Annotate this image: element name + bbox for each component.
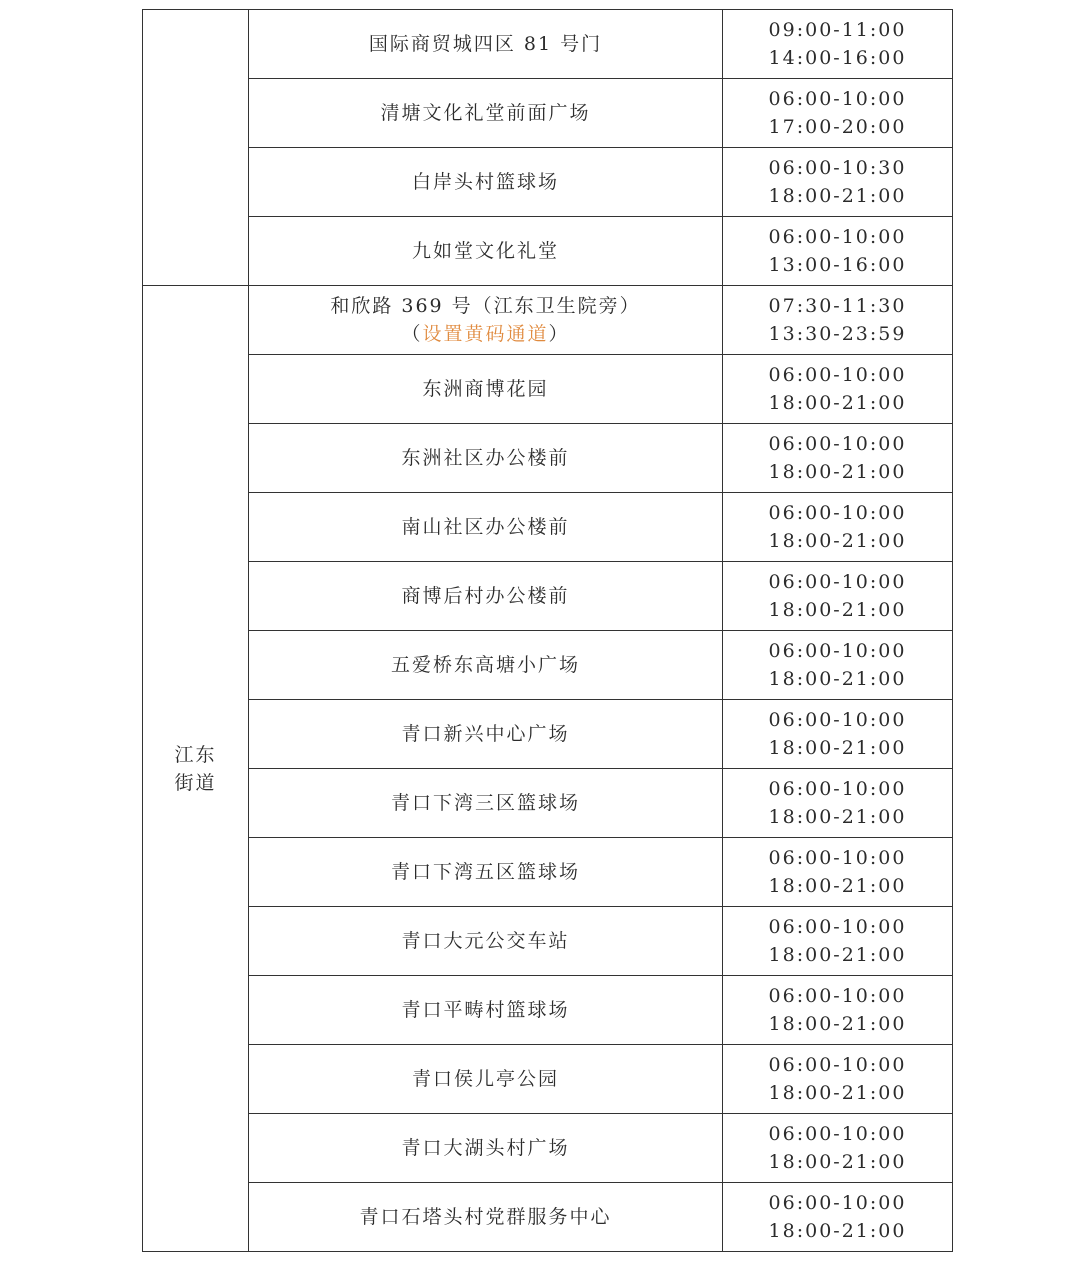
table-row [143,700,953,769]
site-cell [249,838,723,907]
hours-cell [723,838,953,907]
table-row [143,424,953,493]
site-cell [249,562,723,631]
site-cell [249,79,723,148]
table-row [143,286,953,355]
time-slot: 18:00-21:00 [768,599,907,621]
time-slot: 13:00-16:00 [768,254,907,276]
hours-cell [723,1183,953,1252]
site-name: 青口下湾五区篮球场 [390,861,580,883]
hours-cell [723,217,953,286]
site-cell [249,1114,723,1183]
yellow-code-channel-note: 设置黄码通道 [422,323,549,345]
site-name: 清塘文化礼堂前面广场 [380,102,591,124]
time-slot: 06:00-10:00 [768,916,907,938]
time-slot: 06:00-10:00 [768,1123,907,1145]
time-slot: 14:00-16:00 [768,47,907,69]
time-slot: 06:00-10:00 [768,985,907,1007]
hours-cell [723,424,953,493]
time-slot: 09:00-11:00 [768,19,907,41]
site-name: 东洲社区办公楼前 [401,447,570,469]
site-name: 商博后村办公楼前 [401,585,570,607]
site-cell [249,355,723,424]
site-cell [249,976,723,1045]
hours-cell [723,631,953,700]
hours-cell [723,493,953,562]
time-slot: 07:30-11:30 [768,295,907,317]
table-row [143,1045,953,1114]
time-slot: 06:00-10:00 [768,571,907,593]
time-slot: 18:00-21:00 [768,461,907,483]
site-cell [249,1045,723,1114]
table-row [143,148,953,217]
time-slot: 06:00-10:00 [768,1054,907,1076]
site-name: 白岸头村篮球场 [411,171,559,193]
site-cell [249,907,723,976]
hours-cell [723,976,953,1045]
time-slot: 06:00-10:00 [768,364,907,386]
hours-cell [723,286,953,355]
table-row [143,79,953,148]
time-slot: 06:00-10:00 [768,433,907,455]
site-cell [249,148,723,217]
hours-cell [723,10,953,79]
site-cell [249,217,723,286]
site-cell [249,424,723,493]
site-name: 九如堂文化礼堂 [411,240,559,262]
table-row [143,562,953,631]
table-row [143,976,953,1045]
hours-cell [723,148,953,217]
time-slot: 18:00-21:00 [768,875,907,897]
site-name: 国际商贸城四区 81 号门 [368,33,603,55]
time-slot: 18:00-21:00 [768,530,907,552]
time-slot: 06:00-10:00 [768,709,907,731]
site-cell [249,1183,723,1252]
time-slot: 18:00-21:00 [768,806,907,828]
site-name: 青口平畴村篮球场 [401,999,570,1021]
table-row [143,493,953,562]
hours-cell [723,79,953,148]
time-slot: 17:00-20:00 [768,116,907,138]
site-name: 青口大元公交车站 [401,930,570,952]
table-row [143,838,953,907]
time-slot: 06:00-10:00 [768,226,907,248]
time-slot: 18:00-21:00 [768,668,907,690]
table-row [143,769,953,838]
time-slot: 06:00-10:00 [768,88,907,110]
site-name: 青口新兴中心广场 [401,723,570,745]
time-slot: 18:00-21:00 [768,1013,907,1035]
note-open-paren: （ [401,323,423,345]
time-slot: 18:00-21:00 [768,1151,907,1173]
hours-cell [723,1045,953,1114]
testing-sites-table [142,9,953,1252]
time-slot: 18:00-21:00 [768,1220,907,1242]
site-name: 青口下湾三区篮球场 [390,792,580,814]
site-name: 和欣路 369 号（江东卫生院旁） [330,295,641,317]
time-slot: 06:00-10:00 [768,847,907,869]
time-slot: 13:30-23:59 [768,323,907,345]
hours-cell [723,355,953,424]
table-row [143,355,953,424]
table-row [143,907,953,976]
district-cell [143,286,249,1252]
site-cell [249,631,723,700]
hours-cell [723,1114,953,1183]
site-cell [249,700,723,769]
time-slot: 18:00-21:00 [768,944,907,966]
site-cell [249,286,723,355]
site-name: 青口大湖头村广场 [401,1137,570,1159]
site-name: 五爱桥东高塘小广场 [390,654,580,676]
time-slot: 18:00-21:00 [768,185,907,207]
time-slot: 06:00-10:00 [768,640,907,662]
note-close-paren: ） [548,323,570,345]
site-cell [249,769,723,838]
time-slot: 06:00-10:00 [768,502,907,524]
time-slot: 18:00-21:00 [768,737,907,759]
site-name: 东洲商博花园 [422,378,549,400]
time-slot: 06:00-10:00 [768,1192,907,1214]
site-cell [249,493,723,562]
hours-cell [723,769,953,838]
time-slot: 06:00-10:00 [768,778,907,800]
time-slot: 18:00-21:00 [768,1082,907,1104]
site-cell [249,10,723,79]
district-label-line: 江东 [174,743,217,766]
table-row [143,1114,953,1183]
table-row [143,1183,953,1252]
table-row [143,217,953,286]
site-note [249,320,722,348]
district-label-line: 街道 [174,771,217,794]
hours-cell [723,907,953,976]
site-name: 青口侯儿亭公园 [411,1068,559,1090]
site-name: 南山社区办公楼前 [401,516,570,538]
hours-cell [723,700,953,769]
time-slot: 18:00-21:00 [768,392,907,414]
hours-cell [723,562,953,631]
table-row [143,10,953,79]
time-slot: 06:00-10:30 [768,157,907,179]
site-name: 青口石塔头村党群服务中心 [359,1206,612,1228]
district-cell [143,10,249,286]
table-row [143,631,953,700]
